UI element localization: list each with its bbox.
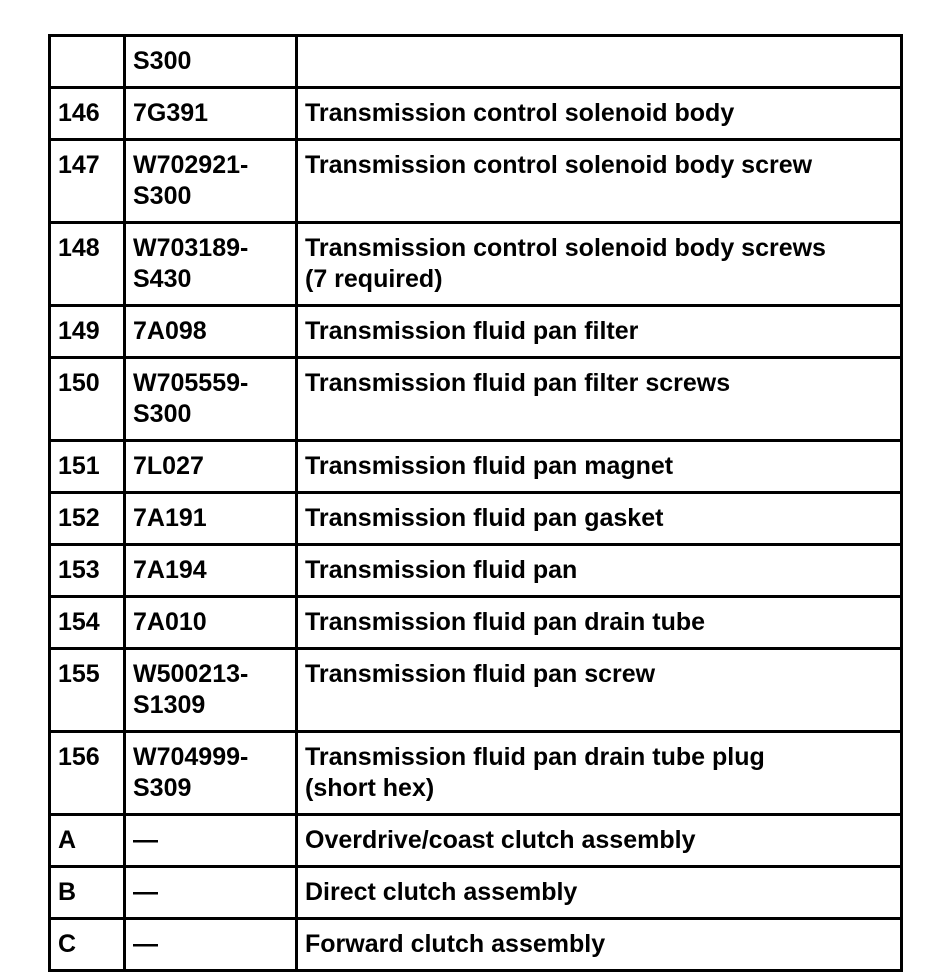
table-row [50, 441, 902, 493]
part-number-cell: 7G391 [125, 88, 297, 140]
table-row [50, 88, 902, 140]
item-number-cell: 149 [50, 306, 125, 358]
description-cell: Transmission fluid pan [297, 545, 902, 597]
table-row [50, 732, 902, 815]
description-cell: Transmission fluid pan gasket [297, 493, 902, 545]
table-row [50, 493, 902, 545]
description-cell: Transmission fluid pan drain tube [297, 597, 902, 649]
part-number-cell: W703189- S430 [125, 223, 297, 306]
table-row [50, 306, 902, 358]
part-number-cell: 7L027 [125, 441, 297, 493]
table-row [50, 867, 902, 919]
part-number-cell: 7A098 [125, 306, 297, 358]
part-number-cell: W705559- S300 [125, 358, 297, 441]
table-row [50, 815, 902, 867]
item-number-cell: 156 [50, 732, 125, 815]
item-number-cell: 154 [50, 597, 125, 649]
part-number-cell: 7A010 [125, 597, 297, 649]
item-number-cell: A [50, 815, 125, 867]
table-row [50, 545, 902, 597]
parts-table [48, 34, 903, 972]
table-row [50, 597, 902, 649]
part-number-cell: — [125, 815, 297, 867]
item-number-cell: 151 [50, 441, 125, 493]
table-row [50, 223, 902, 306]
table-row [50, 649, 902, 732]
item-number-cell: 150 [50, 358, 125, 441]
part-number-cell: W704999- S309 [125, 732, 297, 815]
item-number-cell: 153 [50, 545, 125, 597]
item-number-cell: 152 [50, 493, 125, 545]
item-number-cell: C [50, 919, 125, 971]
description-cell: Transmission control solenoid body screw [297, 140, 902, 223]
description-cell: Transmission fluid pan filter screws [297, 358, 902, 441]
item-number-cell: 148 [50, 223, 125, 306]
part-number-cell: 7A194 [125, 545, 297, 597]
description-cell: Transmission control solenoid body screws (7 required) [297, 223, 902, 306]
item-number-cell: 146 [50, 88, 125, 140]
description-cell: Transmission fluid pan filter [297, 306, 902, 358]
table-row [50, 919, 902, 971]
part-number-cell: W500213- S1309 [125, 649, 297, 732]
item-number-cell [50, 36, 125, 88]
part-number-cell: W702921- S300 [125, 140, 297, 223]
table-row [50, 358, 902, 441]
part-number-cell: — [125, 867, 297, 919]
description-cell: Transmission fluid pan screw [297, 649, 902, 732]
table-row [50, 36, 902, 88]
description-cell: Direct clutch assembly [297, 867, 902, 919]
item-number-cell: B [50, 867, 125, 919]
description-cell: Transmission control solenoid body [297, 88, 902, 140]
item-number-cell: 147 [50, 140, 125, 223]
table-row [50, 140, 902, 223]
description-cell: Transmission fluid pan drain tube plug (short hex) [297, 732, 902, 815]
item-number-cell: 155 [50, 649, 125, 732]
part-number-cell: 7A191 [125, 493, 297, 545]
description-cell: Overdrive/coast clutch assembly [297, 815, 902, 867]
part-number-cell: S300 [125, 36, 297, 88]
description-cell [297, 36, 902, 88]
part-number-cell: — [125, 919, 297, 971]
description-cell: Forward clutch assembly [297, 919, 902, 971]
parts-table-body [50, 36, 902, 971]
description-cell: Transmission fluid pan magnet [297, 441, 902, 493]
